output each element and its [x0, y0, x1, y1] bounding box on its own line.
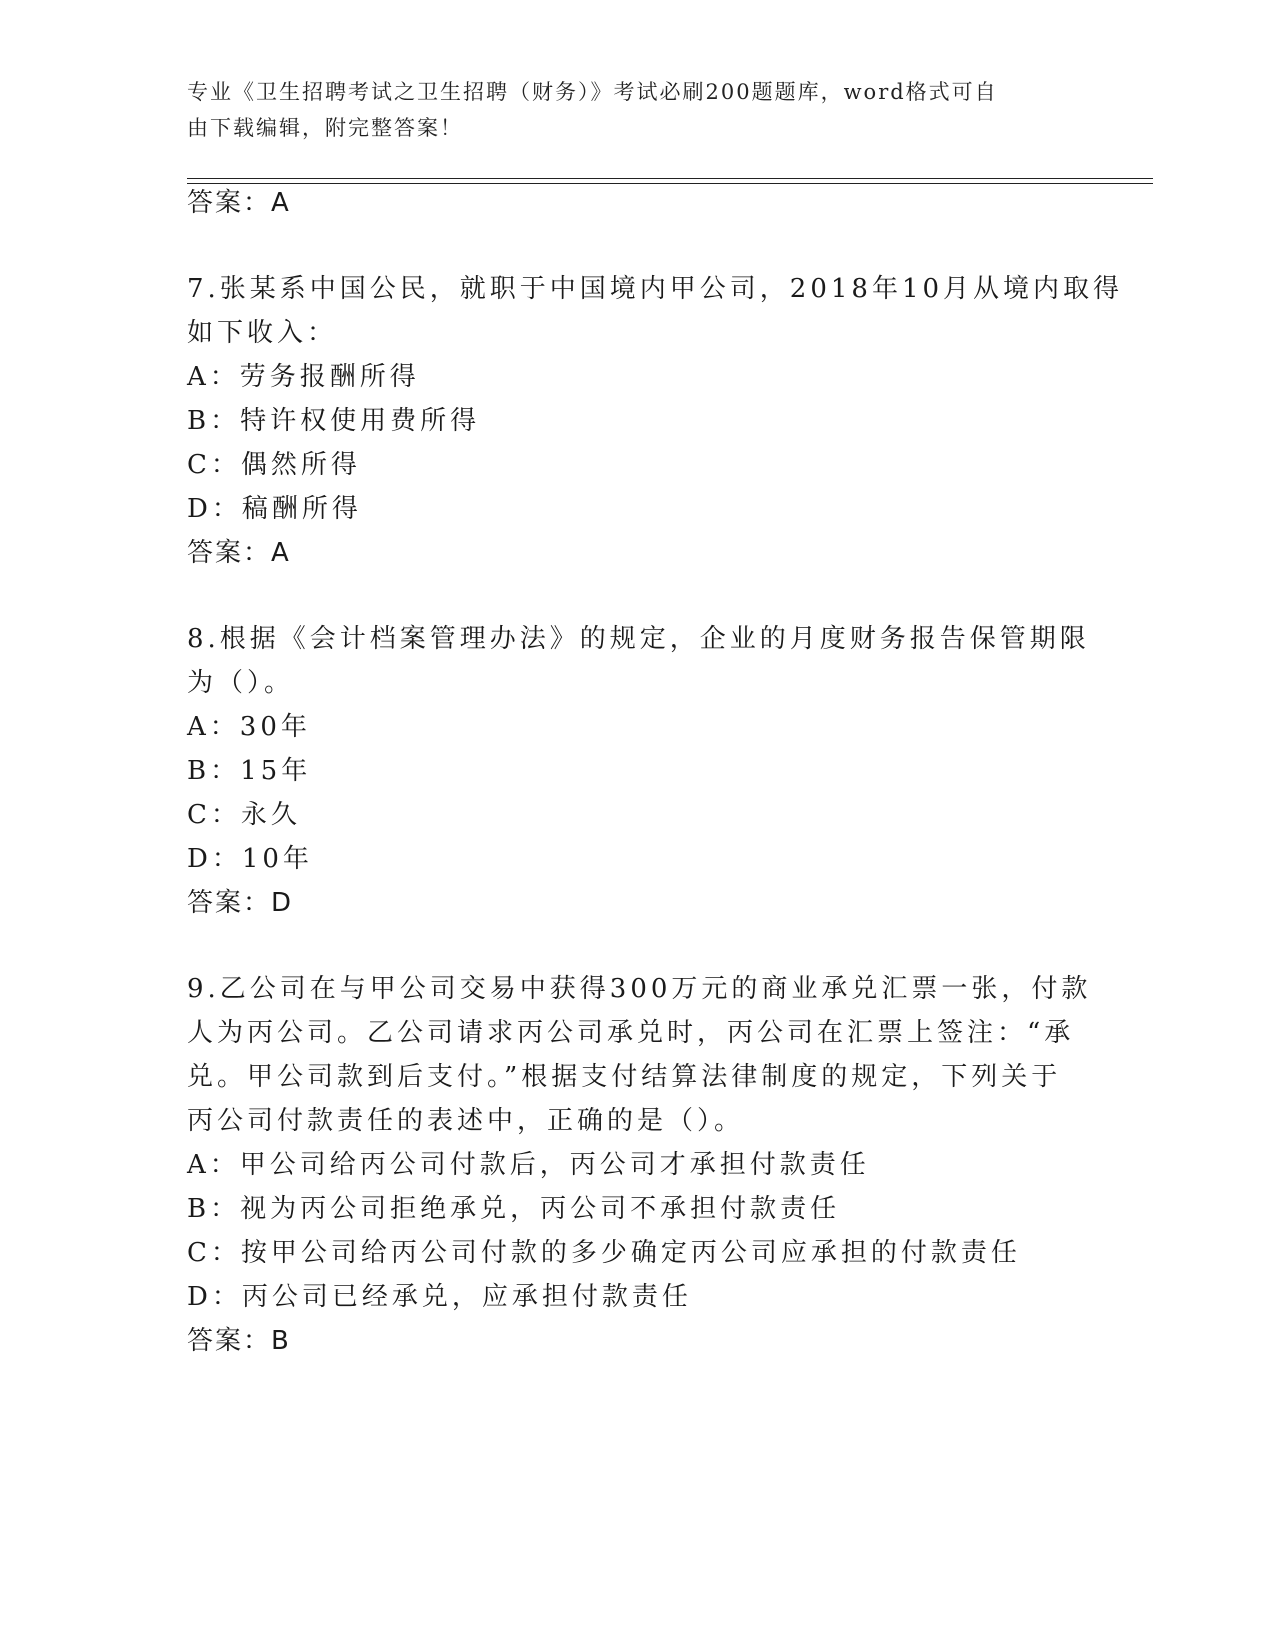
question-8-answer: 答案：D	[187, 888, 294, 918]
header-divider-bottom	[187, 183, 1153, 184]
question-9-option-d: D：丙公司已经承兑，应承担付款责任	[187, 1282, 692, 1312]
question-9-stem-line-4: 丙公司付款责任的表述中，正确的是（）。	[187, 1106, 745, 1136]
answer-previous: 答案：A	[187, 188, 291, 218]
question-8-option-a: A：30年	[187, 712, 311, 742]
question-7-stem-line-1: 7.张某系中国公民，就职于中国境内甲公司，2018年10月从境内取得	[187, 274, 1124, 304]
question-9-stem-line-1: 9.乙公司在与甲公司交易中获得300万元的商业承兑汇票一张，付款	[187, 974, 1092, 1004]
question-7-option-c: C：偶然所得	[187, 450, 361, 480]
question-7-option-d: D：稿酬所得	[187, 494, 362, 524]
header-line-2: 由下载编辑，附完整答案！	[187, 116, 463, 140]
header-divider-top	[187, 178, 1153, 179]
question-8-stem-line-2: 为（）。	[187, 668, 295, 698]
question-8-option-d: D：10年	[187, 844, 313, 874]
question-7-option-b: B：特许权使用费所得	[187, 406, 481, 436]
question-9-stem-line-3: 兑。甲公司款到后支付。”根据支付结算法律制度的规定，下列关于	[187, 1062, 1062, 1092]
header-line-1: 专业《卫生招聘考试之卫生招聘（财务）》考试必刷200题题库，word格式可自	[187, 80, 998, 104]
question-7-answer: 答案：A	[187, 538, 291, 568]
document-header	[187, 74, 1067, 146]
question-9-answer: 答案：B	[187, 1326, 291, 1356]
question-8-option-b: B：15年	[187, 756, 312, 786]
question-9-option-a: A：甲公司给丙公司付款后，丙公司才承担付款责任	[187, 1150, 870, 1180]
question-7-stem-line-2: 如下收入：	[187, 318, 338, 348]
question-9-option-c: C：按甲公司给丙公司付款的多少确定丙公司应承担的付款责任	[187, 1238, 1021, 1268]
question-9-option-b: B：视为丙公司拒绝承兑，丙公司不承担付款责任	[187, 1194, 841, 1224]
question-9-stem-line-2: 人为丙公司。乙公司请求丙公司承兑时，丙公司在汇票上签注：“承	[187, 1018, 1075, 1048]
question-8-option-c: C：永久	[187, 800, 301, 830]
question-8-stem-line-1: 8.根据《会计档案管理办法》的规定，企业的月度财务报告保管期限	[187, 624, 1090, 654]
question-7-option-a: A：劳务报酬所得	[187, 362, 420, 392]
